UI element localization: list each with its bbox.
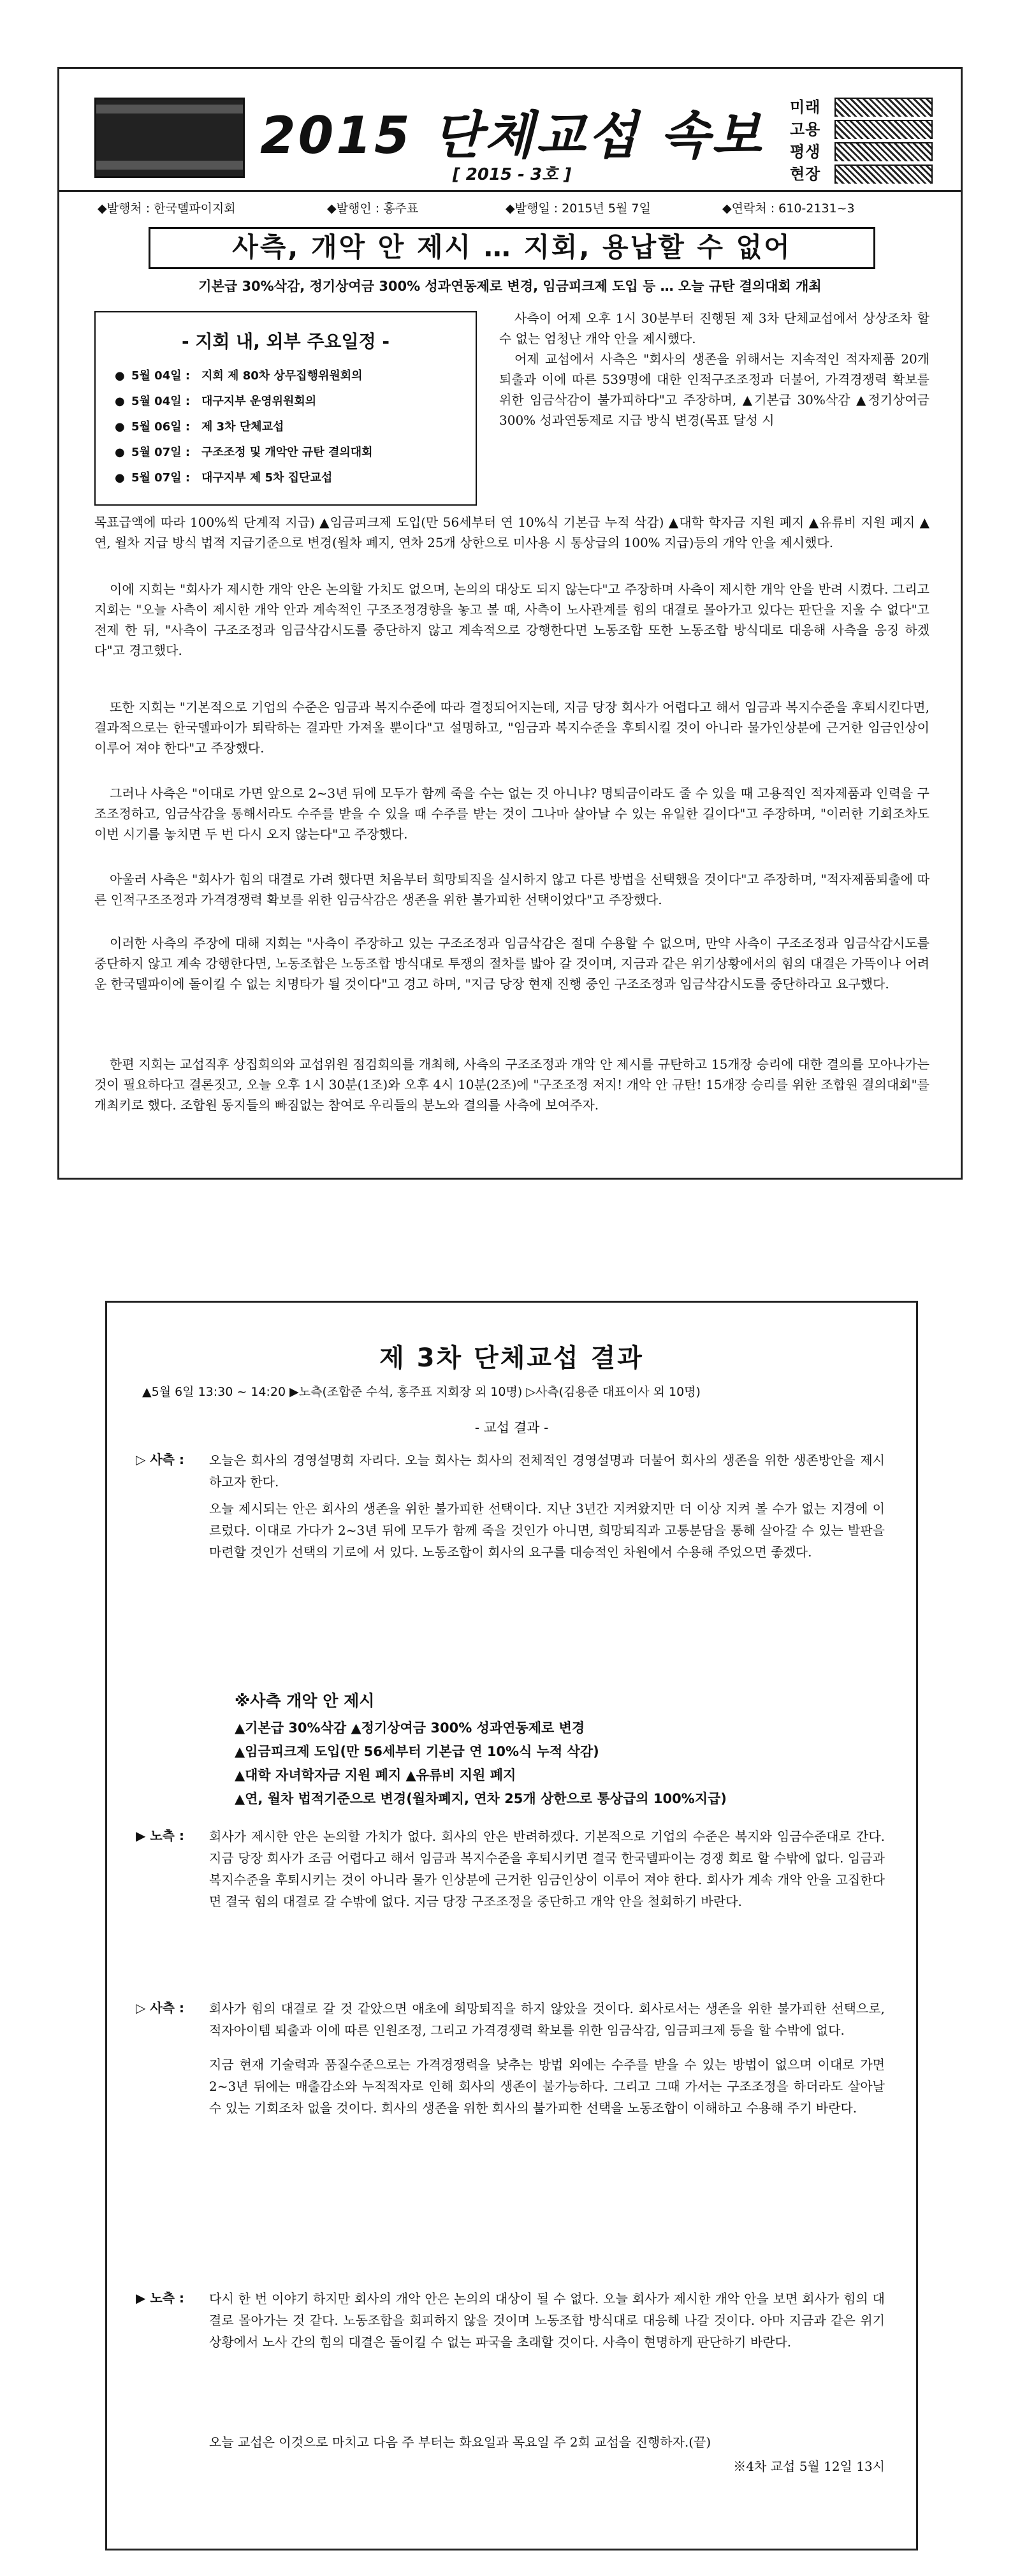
body-paragraph: 한편 지회는 교섭직후 상집회의와 교섭위원 점검회의를 개최해, 사측의 구조조정과 개악 안 제시를 규탄하고 15개장 승리에 대한 결의를 모아나가는 것이 필요하다고 결론짓고, 오늘 오후 1시 30분(1조)와 오후 4시 10분(2조)에 "구조조정 저지! 개악 안 규탄! 15개장 승리를 위한 조합원 결의대회"를 개최키로 했다. 조합원 동지들의 빠짐없는 참여로 우리들의 분노와 결의를 사측에 보여주자. [94,1057,929,1113]
slogan-word: 고용 [790,121,821,138]
body-text [94,1054,929,1115]
contact: ◆연락처 : 610-2131~3 [722,201,855,216]
speaker-label: ▶ 노측 : [136,1828,184,1843]
speech-paragraph: 지금 현재 기술력과 품질수준으로는 가격경쟁력을 낮추는 방법 외에는 수주를 받을 수 있는 방법이 없으며 이대로 가면 2~3년 뒤에는 매출감소와 누적적자로 인해 회사의 생존이 불가능하다. 그리고 그때 가서는 구조조정을 하더라도 살아날 수 있는 기회조차 없을 것이다. 회사의 생존을 위한 회사의 불가피한 선택을 노동조합이 이해하고 수용해 주기 바란다. [209,2057,885,2116]
speech-paragraph: 회사가 힘의 대결로 갈 것 같았으면 애초에 희망퇴직을 하지 않았을 것이다. 회사로서는 생존을 위한 불가피한 선택으로, 적자아이템 퇴출과 이에 따른 인원조정, 그리고 가격경쟁력 확보를 위한 임금삭감, 임금피크제 등을 할 수밖에 없다. [209,2001,885,2038]
stamp-mark [834,98,933,117]
body-text [94,512,929,553]
body-text [94,869,929,910]
speaker-label: ▷ 사측 : [136,1452,184,1467]
body-paragraph: 목표급액에 따라 100%씩 단계적 지급) ▲임금피크제 도입(만 56세부터 연 10%식 기본급 누적 삭감) ▲대학 학자금 지원 폐지 ▲유류비 지원 폐지 ▲연, 월차 지급 방식 법적 지급기준으로 변경(월차 폐지, 연차 25개 상한으로 미사용 시 통상급의 100% 지급)등의 개악 안을 제시했다. [94,515,929,550]
body-paragraph: 이러한 사측의 주장에 대해 지회는 "사측이 주장하고 있는 구조조정과 임금삭감은 절대 수용할 수 없으며, 만약 사측이 구조조정과 임금삭감시도를 중단하지 않고 계속 강행한다면, 노동조합은 노동조합 방식대로 투쟁의 절차를 밟아 갈 것이며, 지금과 같은 위기상황에서의 힘의 대결은 가뜩이나 어려운 한국델파이에 돌이킬 수 없는 치명타가 될 것이다"고 경고 하며, "지금 당장 현재 진행 중인 구조조정과 임금삭감시도를 중단하라고 요구했다. [94,935,929,992]
schedule-title: - 지회 내, 외부 주요일정 - [181,331,390,352]
bulletin-page [57,67,963,1180]
lead-paragraph: 어제 교섭에서 사측은 "회사의 생존을 위해서는 지속적인 적자제품 20개 퇴출과 이에 따른 539명에 대한 인적구조조정과 더불어, 가격경쟁력 확보를 위한 임금삭감이 불가피하다"고 주장하며, ▲기본급 30%삭감 ▲정기상여금 300% 성과연동제로 지급 방식 변경(목표 달성 시 [499,351,929,428]
speaker-label: ▶ 노측 : [136,2290,184,2306]
slogan-word: 현장 [790,165,821,183]
subheadline: 기본급 30%삭감, 정기상여금 300% 성과연동제로 변경, 임금피크제 도입 등 … 오늘 규탄 결의대회 개최 [198,279,822,294]
body-text [94,783,929,844]
union-logo [94,98,245,178]
issue-number: [ 2015 - 3호 ] [452,165,572,184]
proposal-list [235,1688,727,1811]
proposal-item: ▲임금피크제 도입(만 56세부터 기본급 연 10%식 누적 삭감) [235,1744,599,1759]
headline: 사측, 개악 안 제시 … 지회, 용납할 수 없어 [149,227,875,269]
proposal-title: ※사측 개악 안 제시 [235,1692,375,1710]
speech-block [209,1998,885,2124]
schedule-list [115,363,373,491]
stamp-mark [834,165,933,184]
proposal-item: ▲대학 자녀학자금 지원 폐지 ▲유류비 지원 폐지 [235,1767,516,1783]
speaker-label: ▷ 사측 : [136,2000,184,2016]
proposal-item: ▲기본급 30%삭감 ▲정기상여금 300% 성과연동제로 변경 [235,1720,585,1736]
bulletin-title: 2015 단체교섭 속보 [259,106,764,165]
slogan-word: 평생 [790,143,821,161]
body-paragraph: 아울러 사측은 "회사가 힘의 대결로 가려 했다면 처음부터 희망퇴직을 실시하지 않고 다른 방법을 선택했을 것이다"고 주장하며, "적자제품퇴출에 따른 인적구조조정과 가격경쟁력 확보를 위한 임금삭감은 생존을 위한 불가피한 선택이었다"고 주장했다. [94,872,929,907]
next-meeting: ※4차 교섭 5월 12일 13시 [733,2459,885,2474]
body-text [94,933,929,994]
schedule-item: ● 5월 06일 : 제 3차 단체교섭 [115,420,284,434]
publication-info [59,194,961,219]
schedule-box [94,311,477,506]
schedule-item: ● 5월 07일 : 대구지부 제 5차 집단교섭 [115,471,333,485]
closing-text [209,2431,885,2477]
closing-statement: 오늘 교섭은 이것으로 마치고 다음 주 부터는 화요일과 목요일 주 2회 교섭을 진행하자.(끝) [209,2434,711,2450]
stamp-mark [834,142,933,161]
result-title: 제 3차 단체교섭 결과 [379,1343,644,1373]
section-title: - 교섭 결과 - [474,1420,549,1435]
speech-paragraph: 오늘 제시되는 안은 회사의 생존을 위한 불가피한 선택이다. 지난 3년간 지켜왔지만 더 이상 지켜 볼 수가 없는 지경에 이르렀다. 이대로 가다가 2~3년 뒤에 모두가 함께 죽을 것인가 아니면, 희망퇴직과 고통분담을 통해 살아갈 수 있는 발판을 마련할 것인가 선택의 기로에 서 있다. 노동조합이 회사의 요구를 대승적인 차원에서 수용해 주었으면 좋겠다. [209,1501,885,1560]
body-paragraph: 그러나 사측은 "이대로 가면 앞으로 2~3년 뒤에 모두가 함께 죽을 수는 없는 것 아니냐? 명퇴금이라도 줄 수 있을 때 고용적인 적자제품과 인력을 구조조정하고, 임금삭감을 통해서라도 수주를 받을 수 있을 때 수주를 받는 것이 그나마 살아날 수 있는 유일한 길이다"고 주장하며, "이러한 기회조차도 이번 시기를 놓치면 두 번 다시 오지 않는다"고 주장했다. [94,786,929,842]
speech-paragraph: 다시 한 번 이야기 하지만 회사의 개악 안은 논의의 대상이 될 수 없다. 오늘 회사가 제시한 개악 안을 보면 회사가 힘의 대결로 몰아가는 것 같다. 노동조합을 회피하지 않을 것이며 노동조합 방식대로 대응해 나갈 것이다. 아마 지금과 같은 위기 상황에서 노사 간의 힘의 대결은 돌이킬 수 없는 파국을 초래할 것이다. 사측이 현명하게 판단하기 바란다. [209,2291,885,2350]
meeting-info: ▲5월 6일 13:30 ~ 14:20 ▶노측(조합준 수석, 홍주표 지회장 외 10명) ▷사측(김용준 대표이사 외 10명) [142,1385,701,1399]
body-text [94,579,929,661]
speech-block [209,1826,885,1917]
speech-block [209,2288,885,2358]
speech-paragraph: 오늘은 회사의 경영설명회 자리다. 오늘 회사는 회사의 전체적인 경영설명과 더불어 회사의 생존을 위한 생존방안을 제시하고자 한다. [209,1453,885,1489]
speech-paragraph: 회사가 제시한 안은 논의할 가치가 없다. 회사의 안은 반려하겠다. 기본적으로 기업의 수준은 복지와 임금수준대로 간다. 지금 당장 회사가 조금 어렵다고 해서 임금과 복지수준을 후퇴시키면 결국 한국델파이는 경쟁 회로 할 수밖에 없다. 임금과 복지수준을 후퇴시키는 것이 아니라 물가 인상분에 근거한 임금인상이 이루어 져야 한다. 회사가 계속 개악 안을 고집한다면 결국 힘의 대결로 갈 수밖에 없다. 지금 당장 구조조정을 중단하고 개악 안을 철회하기 바란다. [209,1829,885,1909]
slogan-box [790,94,949,184]
result-page [105,1301,918,2550]
body-paragraph: 또한 지회는 "기본적으로 기업의 수준은 임금과 복지수준에 따라 결정되어지는데, 지금 당장 회사가 어렵다고 해서 임금과 복지수준을 후퇴시킨다면, 결과적으로는 한국델파이가 퇴락하는 결과만 가져올 뿐이다"고 설명하고, "임금과 복지수준을 후퇴시킬 것이 아니라 물가인상분에 근거한 임금인상이 이루어 져야 한다"고 주장했다. [94,699,929,756]
speech-block [209,1449,885,1568]
schedule-item: ● 5월 04일 : 지회 제 80차 상무집행위원회의 [115,369,363,383]
lead-paragraph: 사측이 어제 오후 1시 30분부터 진행된 제 3차 단체교섭에서 상상조차 할 수 없는 엄청난 개악 안을 제시했다. [499,311,929,346]
publish-date: ◆발행일 : 2015년 5월 7일 [506,201,651,216]
issuer: ◆발행인 : 홍주표 [327,201,419,216]
proposal-item: ▲연, 월차 법적기준으로 변경(월차폐지, 연차 25개 상한으로 통상급의 100%지급) [235,1791,727,1806]
body-text [94,697,929,758]
stamp-mark [834,120,933,139]
slogan-word: 미래 [790,98,821,116]
schedule-item: ● 5월 07일 : 구조조정 및 개악안 규탄 결의대회 [115,446,373,459]
bulletin-header [59,69,961,192]
schedule-item: ● 5월 04일 : 대구지부 운영위원회의 [115,395,317,408]
publisher: ◆발행처 : 한국델파이지회 [98,201,236,216]
body-paragraph: 이에 지회는 "회사가 제시한 개악 안은 논의할 가치도 없으며, 논의의 대상도 되지 않는다"고 주장하며 사측이 제시한 개악 안을 반려 시켰다. 그리고 지회는 "오늘 사측이 제시한 개악 안과 계속적인 구조조정경향을 놓고 볼 때, 사측이 노사관계를 힘의 대결로 몰아가고 있다는 판단을 지울 수 없다"고 전제 한 뒤, "사측이 구조조정과 임금삭감시도를 중단하지 않고 계속적으로 강행한다면 노동조합 또한 노동조합 방식대로 대응해 사측을 응징 하겠다"고 경고했다. [94,582,929,658]
lead-column [499,308,929,430]
